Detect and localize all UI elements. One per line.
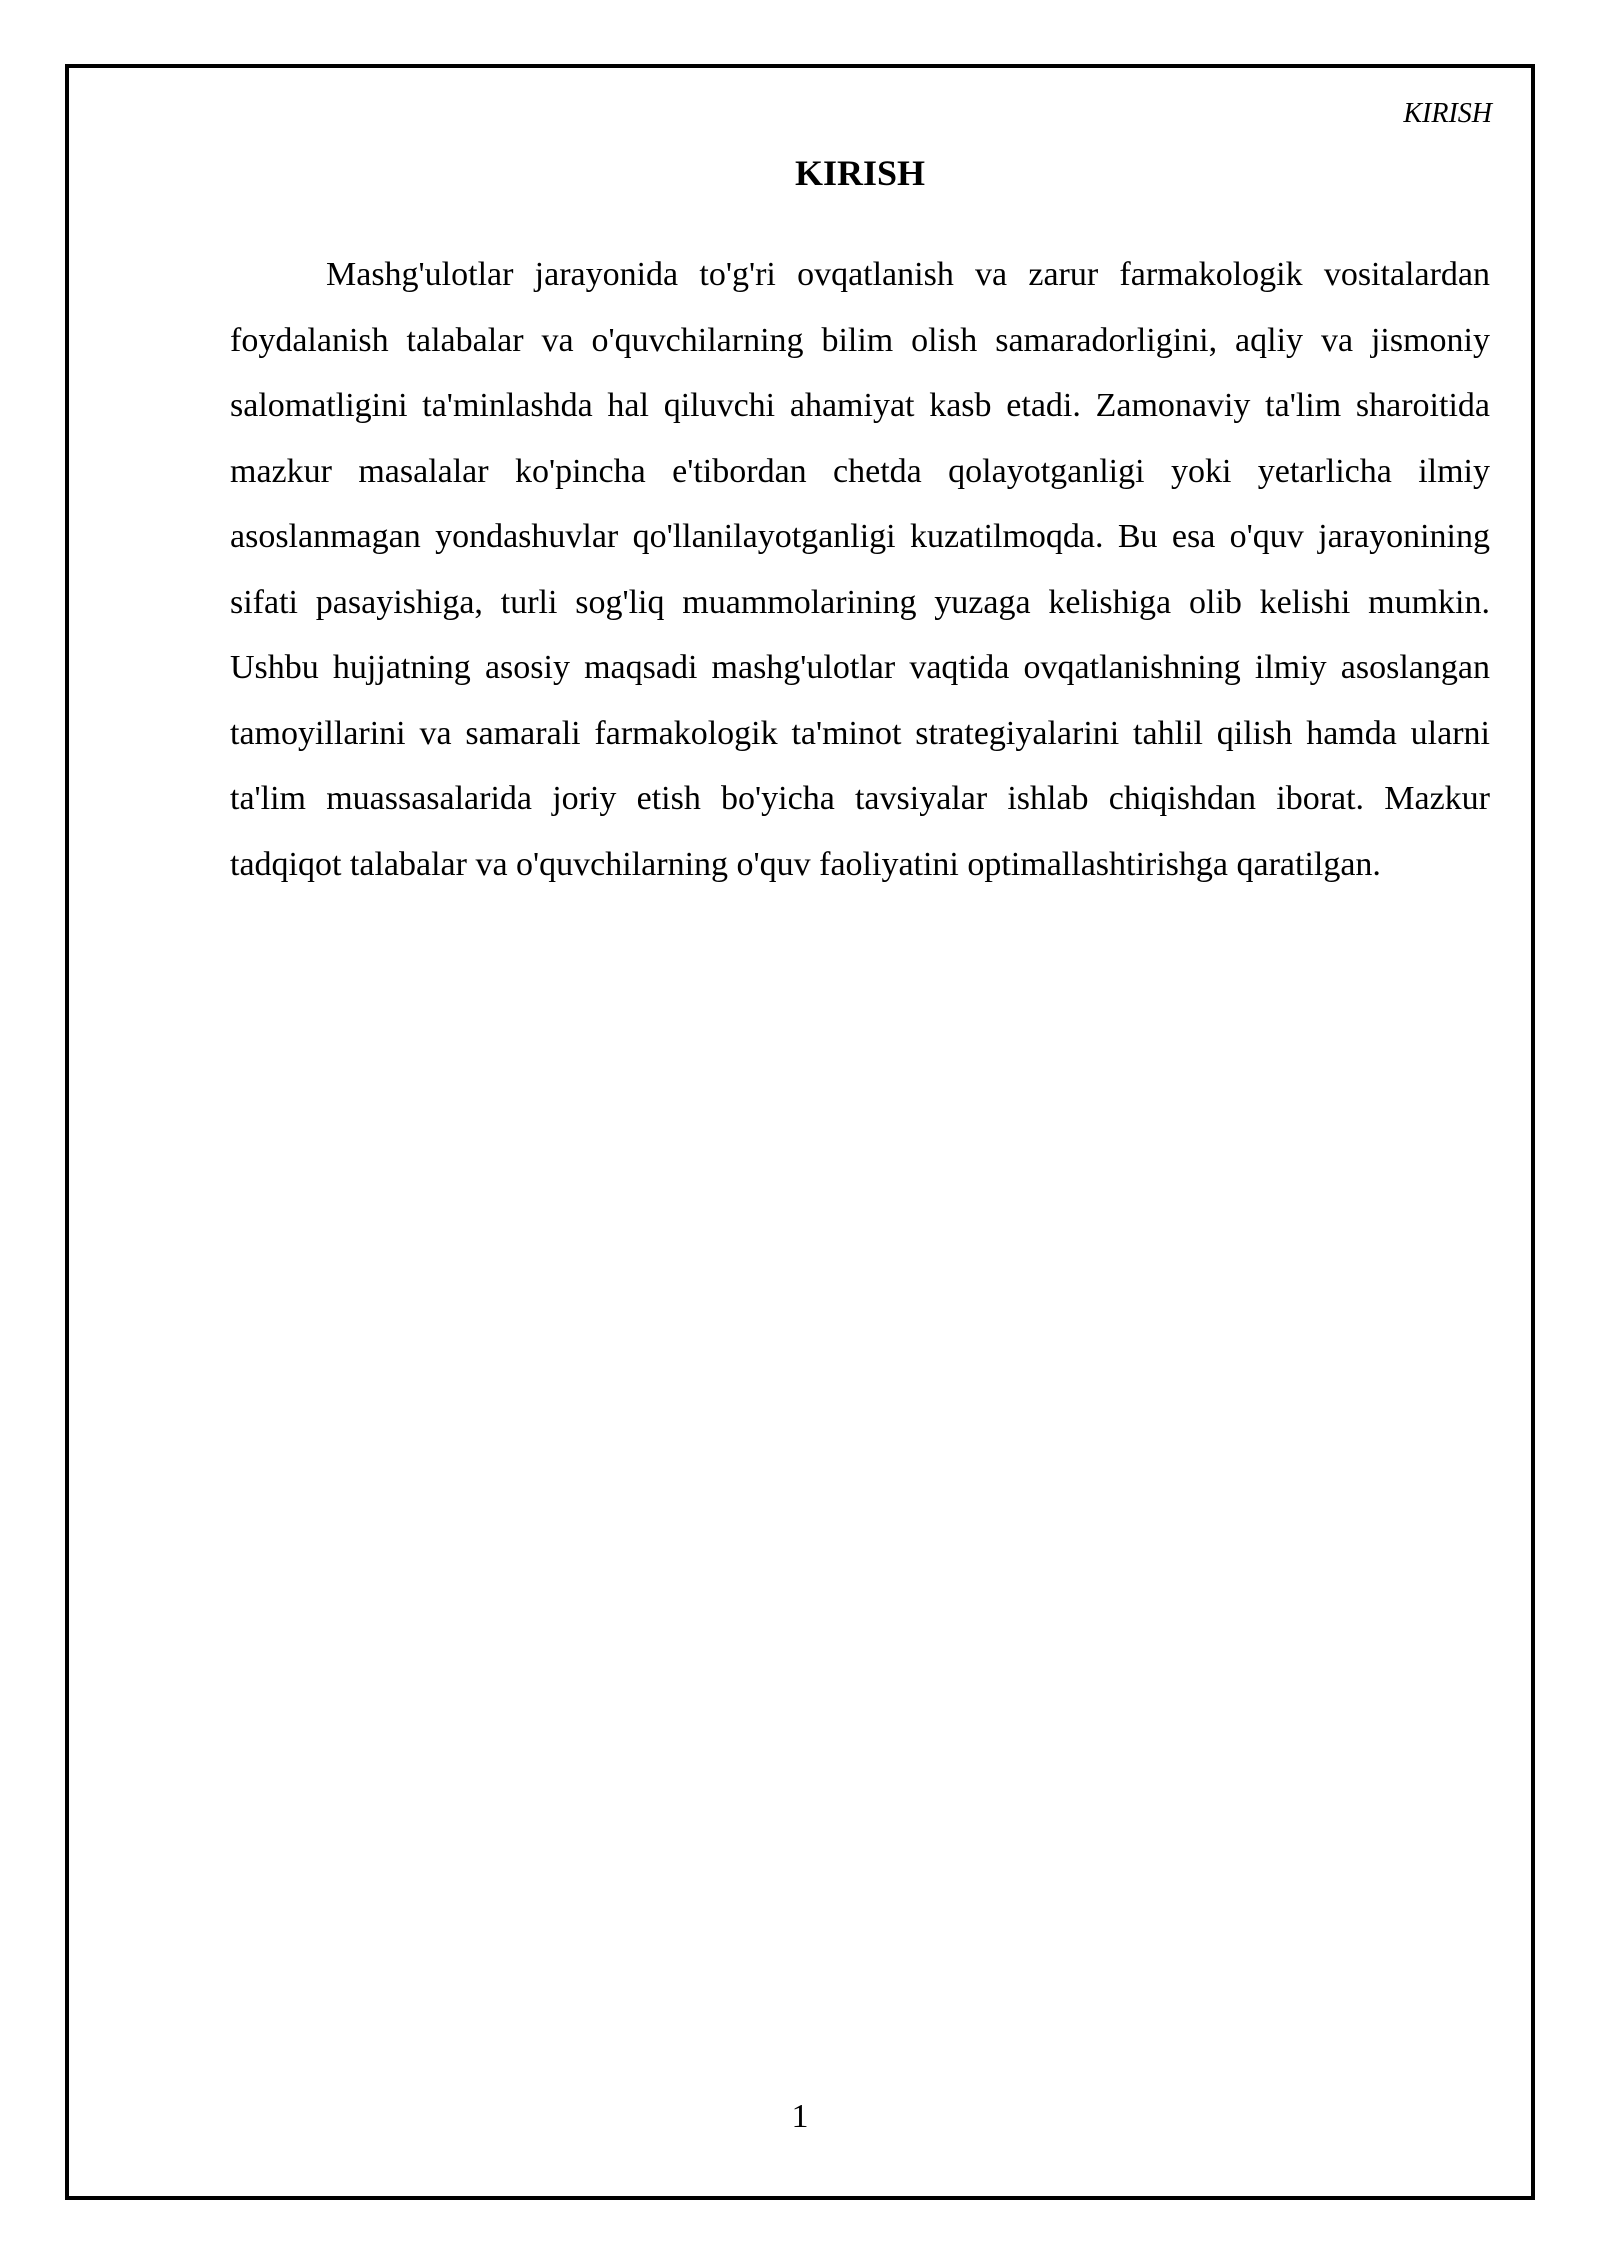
page-title: KIRISH xyxy=(794,153,926,193)
running-header: KIRISH xyxy=(1403,98,1492,129)
body-paragraph: Mashg'ulotlar jarayonida to'g'ri ovqatlanish va zarur farmakologik vositalardan foydalanish talabalar va o'quvchilarning bilim olish samaradorligini, aqliy va jismoniy salomatligini ta'minlashda hal qiluvchi ahamiyat kasb etadi. Zamonaviy ta'lim sharoitida mazkur masalalar ko'pincha e'tibordan chetda qolayotganligi yoki yetarlicha ilmiy asoslanmagan yondashuvlar qo'llanilayotganligi kuzatilmoqda. Bu esa o'quv jarayonining sifati pasayishiga, turli sog'liq muammolarining yuzaga kelishiga olib kelishi mumkin. Ushbu hujjatning asosiy maqsadi mashg'ulotlar vaqtida ovqatlanishning ilmiy asoslangan tamoyillarini va samarali farmakologik ta'minot strategiyalarini tahlil qilish hamda ularni ta'lim muassasalarida joriy etish bo'yicha tavsiyalar ishlab chiqishdan iborat. Mazkur tadqiqot talabalar va o'quvchilarning o'quv faoliyatini optimallashtirishga qaratilgan. xyxy=(230,256,1490,883)
page-number: 1 xyxy=(791,2098,809,2135)
